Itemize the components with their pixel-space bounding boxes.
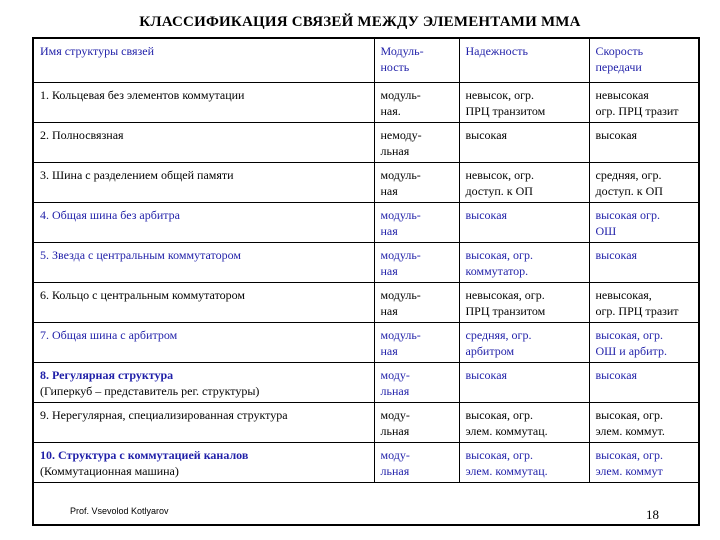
modularity-cell: моду- льная xyxy=(374,402,459,442)
reliability-cell: средняя, огр. арбитром xyxy=(459,322,589,362)
table-row xyxy=(34,402,698,442)
structure-name-cell: 7. Общая шина с арбитром xyxy=(34,322,374,362)
reliability-cell: невысокая, огр. ПРЦ транзитом xyxy=(459,282,589,322)
speed-cell: высокая огр. ОШ xyxy=(589,202,698,242)
speed-cell: невысокая, огр. ПРЦ тразит xyxy=(589,282,698,322)
speed-cell: высокая xyxy=(589,242,698,282)
structure-name-cell: 9. Нерегулярная, специализированная структура xyxy=(34,402,374,442)
speed-cell: высокая xyxy=(589,122,698,162)
modularity-cell: немоду- льная xyxy=(374,122,459,162)
structure-name-cell: 10. Структура с коммутацией каналов (Коммутационная машина) xyxy=(34,442,374,482)
modularity-cell: модуль- ная xyxy=(374,282,459,322)
author-credit: Prof. Vsevolod Kotlyarov xyxy=(70,506,169,516)
reliability-cell: высокая xyxy=(459,122,589,162)
modularity-cell: модуль- ная. xyxy=(374,82,459,122)
table-header-row xyxy=(34,39,698,82)
speed-cell: высокая, огр. элем. коммут. xyxy=(589,402,698,442)
table-frame xyxy=(32,37,700,526)
table-row xyxy=(34,242,698,282)
structure-name-cell: 1. Кольцевая без элементов коммутации xyxy=(34,82,374,122)
modularity-cell: модуль- ная xyxy=(374,202,459,242)
reliability-cell: высокая, огр. элем. коммутац. xyxy=(459,442,589,482)
reliability-cell: высокая, огр. элем. коммутац. xyxy=(459,402,589,442)
modularity-cell: моду- льная xyxy=(374,442,459,482)
header-speed: Скорость передачи xyxy=(589,39,698,82)
structure-name-cell: 8. Регулярная структура (Гиперкуб – представитель рег. структуры) xyxy=(34,362,374,402)
reliability-cell: высокая, огр. коммутатор. xyxy=(459,242,589,282)
table-row xyxy=(34,122,698,162)
speed-cell: средняя, огр. доступ. к ОП xyxy=(589,162,698,202)
structure-name-cell: 4. Общая шина без арбитра xyxy=(34,202,374,242)
structure-name-cell: 3. Шина с разделением общей памяти xyxy=(34,162,374,202)
header-structure-name: Имя структуры связей xyxy=(34,39,374,82)
table-row xyxy=(34,202,698,242)
reliability-cell: высокая xyxy=(459,202,589,242)
structure-name-cell: 5. Звезда с центральным коммутатором xyxy=(34,242,374,282)
modularity-cell: модуль- ная xyxy=(374,242,459,282)
reliability-cell: высокая xyxy=(459,362,589,402)
reliability-cell: невысок, огр. доступ. к ОП xyxy=(459,162,589,202)
table-row xyxy=(34,162,698,202)
modularity-cell: моду- льная xyxy=(374,362,459,402)
speed-cell: невысокая огр. ПРЦ тразит xyxy=(589,82,698,122)
speed-cell: высокая, огр. элем. коммут xyxy=(589,442,698,482)
header-modularity: Модуль- ность xyxy=(374,39,459,82)
table-row xyxy=(34,322,698,362)
structure-name-cell: 2. Полносвязная xyxy=(34,122,374,162)
slide-title: КЛАССИФИКАЦИЯ СВЯЗЕЙ МЕЖДУ ЭЛЕМЕНТАМИ ММА xyxy=(139,14,581,30)
reliability-cell: невысок, огр. ПРЦ транзитом xyxy=(459,82,589,122)
page-number: 18 xyxy=(646,507,659,522)
table-row xyxy=(34,442,698,482)
table-row xyxy=(34,282,698,322)
header-reliability: Надежность xyxy=(459,39,589,82)
modularity-cell: модуль- ная xyxy=(374,162,459,202)
speed-cell: высокая, огр. ОШ и арбитр. xyxy=(589,322,698,362)
speed-cell: высокая xyxy=(589,362,698,402)
modularity-cell: модуль- ная xyxy=(374,322,459,362)
classification-table xyxy=(34,39,698,483)
table-row xyxy=(34,82,698,122)
structure-name-cell: 6. Кольцо с центральным коммутатором xyxy=(34,282,374,322)
table-row xyxy=(34,362,698,402)
